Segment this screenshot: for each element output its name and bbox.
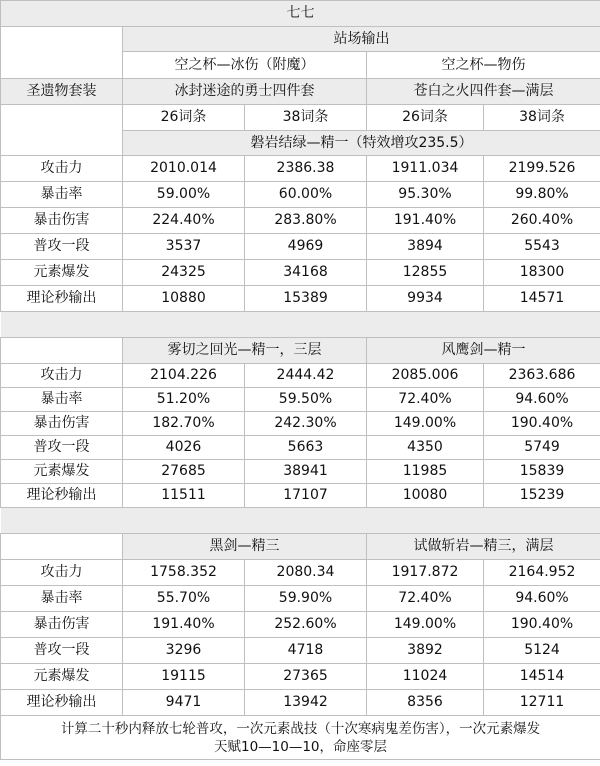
row-label: 元素爆发: [1, 664, 123, 690]
table-cell: 5749: [484, 436, 600, 460]
table-cell: 149.00%: [367, 412, 484, 436]
table-cell: 14571: [484, 286, 600, 312]
row-label: 普攻一段: [1, 638, 123, 664]
table-cell: 2386.38: [245, 156, 367, 182]
row-label: 元素爆发: [1, 260, 123, 286]
empty-corner: [1, 27, 123, 79]
table-cell: 15839: [484, 460, 600, 484]
row-label: 理论秒输出: [1, 484, 123, 508]
weapon-header-left: 雾切之回光—精一，三层: [123, 338, 367, 364]
table-cell: 224.40%: [123, 208, 245, 234]
table-cell: 60.00%: [245, 182, 367, 208]
table-cell: 15389: [245, 286, 367, 312]
weapon-header-main: 磐岩结绿—精一（特效增攻235.5）: [123, 131, 600, 156]
table-cell: 3894: [367, 234, 484, 260]
table-cell: 14514: [484, 664, 600, 690]
table-cell: 9934: [367, 286, 484, 312]
table-cell: 11511: [123, 484, 245, 508]
table-cell: 2080.34: [245, 560, 367, 586]
table-cell: 10080: [367, 484, 484, 508]
table-cell: 190.40%: [484, 612, 600, 638]
table-cell: 149.00%: [367, 612, 484, 638]
row-label: 暴击率: [1, 586, 123, 612]
set-header-left: 冰封迷途的勇士四件套: [123, 79, 367, 105]
table-cell: 191.40%: [367, 208, 484, 234]
set-header-right: 苍白之火四件套—满层: [367, 79, 600, 105]
table-cell: 8356: [367, 690, 484, 716]
table-cell: 38941: [245, 460, 367, 484]
table-cell: 55.70%: [123, 586, 245, 612]
table-cell: 95.30%: [367, 182, 484, 208]
table-cell: 2164.952: [484, 560, 600, 586]
table-cell: 11024: [367, 664, 484, 690]
row-label: 普攻一段: [1, 436, 123, 460]
empty-cell: [1, 105, 123, 156]
row-label: 攻击力: [1, 364, 123, 388]
empty-cell: [1, 534, 123, 560]
row-label: 元素爆发: [1, 460, 123, 484]
table-title: 七七: [1, 1, 600, 27]
table-cell: 283.80%: [245, 208, 367, 234]
table-cell: 2444.42: [245, 364, 367, 388]
footer-line: 天赋10—10—10，命座零层: [213, 738, 388, 755]
table-cell: 3296: [123, 638, 245, 664]
table-cell: 59.90%: [245, 586, 367, 612]
table-cell: 94.60%: [484, 586, 600, 612]
table-cell: 191.40%: [123, 612, 245, 638]
table-cell: 15239: [484, 484, 600, 508]
empty-cell: [1, 338, 123, 364]
table-cell: 5543: [484, 234, 600, 260]
weapon-header-right: 试做斩岩—精三，满层: [367, 534, 600, 560]
table-cell: 59.00%: [123, 182, 245, 208]
table-cell: 12711: [484, 690, 600, 716]
weapon-header-left: 黑剑—精三: [123, 534, 367, 560]
row-label: 理论秒输出: [1, 286, 123, 312]
footer-line: 计算二十秒内释放七轮普攻，一次元素战技（十次寒病鬼差伤害），一次元素爆发: [60, 720, 541, 737]
substat-header: 38词条: [245, 105, 367, 131]
row-label: 普攻一段: [1, 234, 123, 260]
substat-header: 26词条: [123, 105, 245, 131]
table-cell: 51.20%: [123, 388, 245, 412]
table-cell: 1758.352: [123, 560, 245, 586]
row-label: 暴击率: [1, 182, 123, 208]
table-cell: 13942: [245, 690, 367, 716]
table-cell: 17107: [245, 484, 367, 508]
table-cell: 252.60%: [245, 612, 367, 638]
substat-header: 38词条: [484, 105, 600, 131]
table-cell: 72.40%: [367, 586, 484, 612]
table-cell: 190.40%: [484, 412, 600, 436]
set-label: 圣遗物套装: [1, 79, 123, 105]
table-cell: 2085.006: [367, 364, 484, 388]
table-cell: 2199.526: [484, 156, 600, 182]
weapon-header-right: 风鹰剑—精一: [367, 338, 600, 364]
table-cell: 72.40%: [367, 388, 484, 412]
table-cell: 2104.226: [123, 364, 245, 388]
row-label: 攻击力: [1, 156, 123, 182]
row-label: 暴击伤害: [1, 208, 123, 234]
table-cell: 1917.872: [367, 560, 484, 586]
row-label: 理论秒输出: [1, 690, 123, 716]
weapon-header-right: 空之杯—物伤: [367, 52, 600, 79]
table-cell: 2010.014: [123, 156, 245, 182]
weapon-header-left: 空之杯—冰伤（附魔）: [123, 52, 367, 79]
table-cell: 27685: [123, 460, 245, 484]
table-cell: 4026: [123, 436, 245, 460]
group-header: 站场输出: [123, 27, 600, 52]
table-cell: 182.70%: [123, 412, 245, 436]
table-cell: 260.40%: [484, 208, 600, 234]
table-cell: 9471: [123, 690, 245, 716]
table-cell: 10880: [123, 286, 245, 312]
table-cell: 18300: [484, 260, 600, 286]
section-spacer: [1, 312, 600, 338]
table-cell: 99.80%: [484, 182, 600, 208]
row-label: 攻击力: [1, 560, 123, 586]
table-cell: 12855: [367, 260, 484, 286]
table-cell: 19115: [123, 664, 245, 690]
table-cell: 3537: [123, 234, 245, 260]
table-cell: 3892: [367, 638, 484, 664]
table-cell: 5663: [245, 436, 367, 460]
table-cell: 242.30%: [245, 412, 367, 436]
row-label: 暴击伤害: [1, 612, 123, 638]
footer-note: [1, 716, 600, 760]
row-label: 暴击伤害: [1, 412, 123, 436]
substat-header: 26词条: [367, 105, 484, 131]
row-label: 暴击率: [1, 388, 123, 412]
section-spacer: [1, 508, 600, 534]
table-cell: 4350: [367, 436, 484, 460]
table-cell: 5124: [484, 638, 600, 664]
table-cell: 94.60%: [484, 388, 600, 412]
table-cell: 34168: [245, 260, 367, 286]
table-cell: 4718: [245, 638, 367, 664]
table-cell: 24325: [123, 260, 245, 286]
table-cell: 2363.686: [484, 364, 600, 388]
table-cell: 59.50%: [245, 388, 367, 412]
table-cell: 11985: [367, 460, 484, 484]
table-cell: 4969: [245, 234, 367, 260]
table-cell: 27365: [245, 664, 367, 690]
table-cell: 1911.034: [367, 156, 484, 182]
